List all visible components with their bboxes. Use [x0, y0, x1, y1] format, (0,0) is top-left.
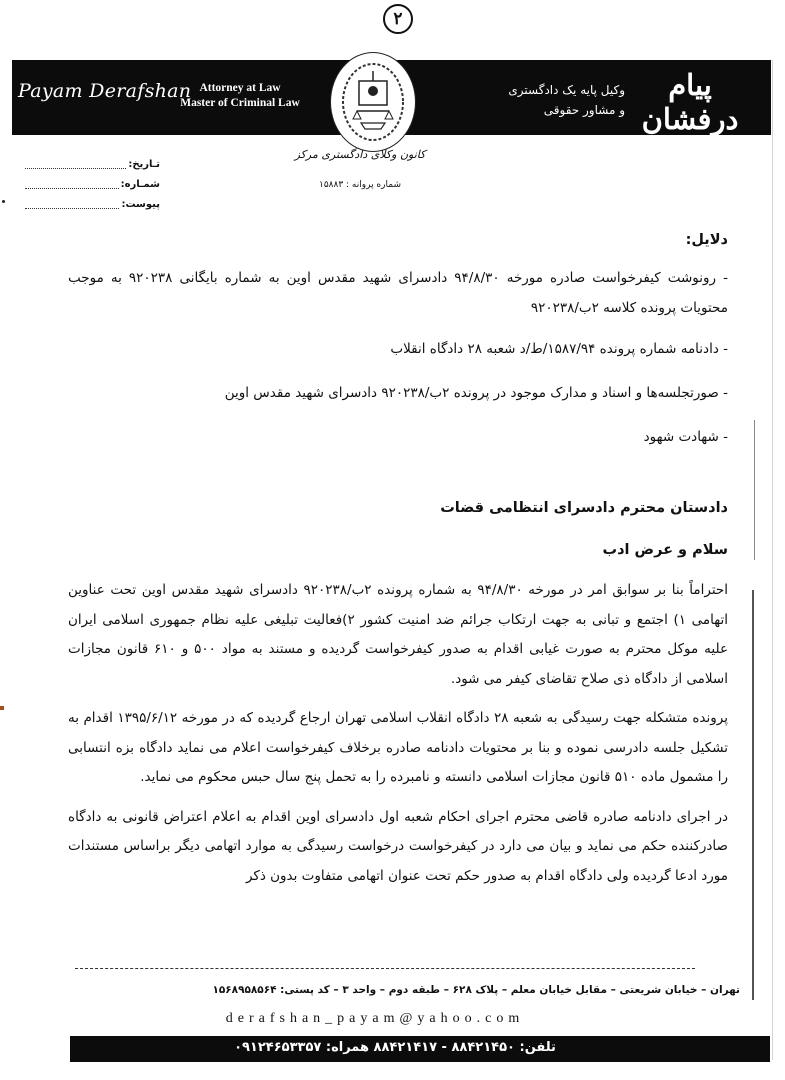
- scales-of-justice-emblem-icon: [330, 52, 416, 152]
- evidence-item: - رونوشت کیفرخواست صادره مورخه ۹۴/۸/۳۰ دادسرای شهید مقدس اوین به شماره بایگانی ۹۲۰۲۳۸ به موجب محتویات پرونده کلاسه ۲ب/۹۲۰۲۳۸: [68, 270, 728, 316]
- title-fa-line2: و مشاور حقوقی: [543, 103, 625, 117]
- scan-artifact: [754, 420, 755, 560]
- scan-artifact: [0, 706, 4, 710]
- date-blank: [25, 160, 126, 169]
- title-en-line1: Attorney at Law: [199, 82, 281, 94]
- professional-title-fa: [455, 80, 625, 120]
- attachment-label: پیوست:: [121, 198, 160, 210]
- number-label: شمـاره:: [120, 178, 160, 190]
- bar-association-name: کانون وکلای دادگستری مرکز: [294, 148, 426, 161]
- date-label: تـاریخ:: [128, 158, 160, 170]
- number-blank: [25, 180, 119, 189]
- attachment-field: [25, 194, 160, 214]
- number-field: [25, 174, 160, 194]
- footer-divider: [75, 968, 695, 969]
- footer-phone: تلفن: ۸۸۴۲۱۴۵۰ - ۸۸۴۲۱۴۱۷ همراه: ۰۹۱۲۴۶۵۳۳۵۷: [234, 1040, 556, 1055]
- scan-artifact: [752, 590, 754, 1000]
- brand-name-latin: Payam Derafshan: [18, 80, 192, 102]
- page-number-badge: ۲: [383, 4, 413, 34]
- title-fa-line1: وکیل پایه یک دادگستری: [508, 83, 625, 97]
- scan-artifact: [2, 200, 5, 203]
- date-field: [25, 154, 160, 174]
- body-paragraph: در اجرای دادنامه صادره قاضی محترم اجرای احکام شعبه اول دادسرای اوین اقدام به اعلام اعتراض قانونی به دادگاه صادرکننده حکم می نماید و بیان می دارد در کیفرخواست درخواست رسیدگی به موارد اتهامی دیگر براساس مستندات مورد ادعا گردیده ولی دادگاه اقدام به صدور حکم تحت عنوان اتهامی متفاوت بدون ذکر: [68, 808, 728, 884]
- professional-title-en: [170, 81, 310, 111]
- footer-address: تهران – خیابان شریعتی – مقابل خیابان معلم – پلاک ۶۲۸ – طبقه دوم – واحد ۳ – کد پستی: ۱۵۶۸۹۵۸۵۶۴: [212, 984, 740, 996]
- evidence-heading: دلایل:: [685, 232, 728, 248]
- letter-meta-fields: [25, 154, 160, 214]
- scan-edge-line: [772, 60, 773, 1060]
- attachment-blank: [25, 200, 119, 209]
- license-number: شماره پروانه : ۱۵۸۸۳: [319, 180, 401, 190]
- body-paragraph: احتراماً بنا بر سوابق امر در مورخه ۹۴/۸/۳۰ به شماره پرونده ۲ب/۹۲۰۲۳۸ دادسرای شهید مقدس اوین تحت عناوین اتهامی ۱) اجتمع و تبانی به جهت ارتکاب جرائم ضد امنیت کشور ۲)فعالیت تبلیغی علیه نظام جمهوری اسلامی ایران علیه موکل محترم به صورت غیابی اقدام به صدور کیفرخواست گردیده و مستند به مواد ۵۰۰ و ۶۱۰ قانون مجازات اسلامی از دادگاه ذی صلاح تقاضای کیفر می شود.: [68, 582, 728, 687]
- footer-email: derafshan_payam@yahoo.com: [225, 1011, 525, 1026]
- evidence-item: - شهادت شهود: [643, 429, 728, 445]
- evidence-item: - صورتجلسه‌ها و اسناد و مدارک موجود در پرونده ۲ب/۹۲۰۲۳۸ دادسرای شهید مقدس اوین: [224, 385, 728, 401]
- body-paragraph: پرونده متشکله جهت رسیدگی به شعبه ۲۸ دادگاه انقلاب اسلامی تهران ارجاع گردیده که در مورخه ۱۳۹۵/۶/۱۲ اقدام به تشکیل جلسه دادرسی نموده و بنا بر محتویات دادنامه صادره برخلاف کیفرخواست اعلام می نماید دادگاه بزه انتسابی را مشمول ماده ۵۱۰ قانون مجازات اسلامی دانسته و نامبرده را به تحمل پنج سال حبس محکوم می نماید.: [68, 710, 728, 785]
- brand-name-fa: پیام درفشان: [641, 68, 739, 136]
- greeting: سلام و عرض ادب: [602, 542, 728, 558]
- title-en-line2: Master of Criminal Law: [180, 97, 300, 109]
- addressee: دادستان محترم دادسرای انتظامی قضات: [440, 500, 728, 516]
- evidence-section: [68, 226, 728, 451]
- letter-body: [68, 494, 728, 891]
- evidence-item: - دادنامه شماره پرونده ۱۵۸۷/۹۴/ط/د شعبه ۲۸ دادگاه انقلاب: [390, 341, 728, 357]
